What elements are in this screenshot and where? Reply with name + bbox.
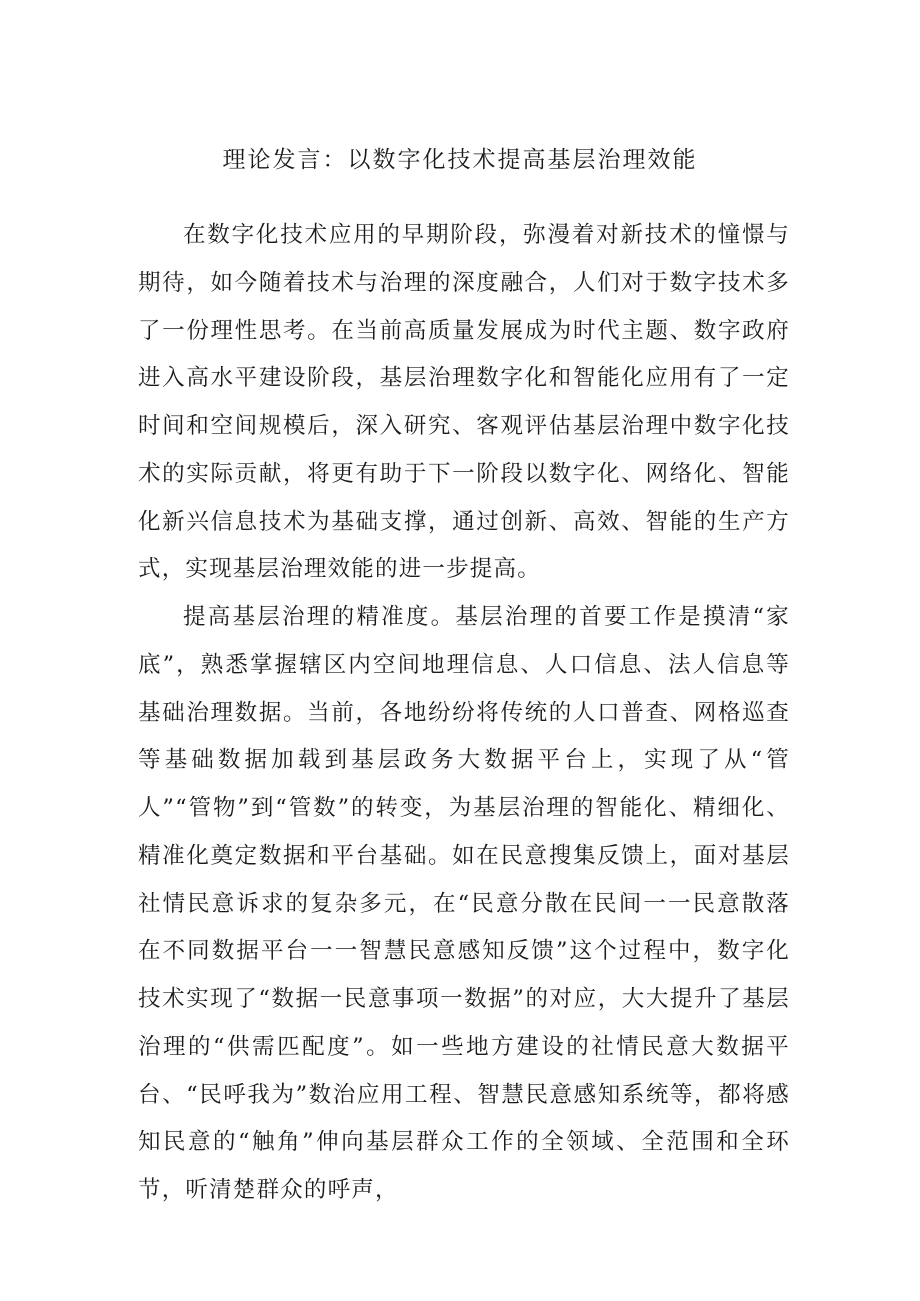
document-title: 理论发言：以数字化技术提高基层治理效能 [222,147,698,173]
paragraph-intro: 在数字化技术应用的早期阶段，弥漫着对新技术的憧憬与期待，如今随着技术与治理的深度融合，人们对于数字技术多了一份理性思考。在当前高质量发展成为时代主题、数字政府进入高水平建设阶段，基层治理数字化和智能化应用有了一定时间和空间规模后，深入研究、客观评估基层治理中数字化技术的实际贡献，将更有助于下一阶段以数字化、网络化、智能化新兴信息技术为基础支撑，通过创新、高效、智能的生产方式，实现基层治理效能的进一步提高。 [138,222,790,583]
document-body [138,212,790,1215]
paragraph-precision: 提高基层治理的精准度。基层治理的首要工作是摸清“家底”，熟悉掌握辖区内空间地理信息、人口信息、法人信息等基础治理数据。当前，各地纷纷将传统的人口普查、网格巡查等基础数据加载到基层政务大数据平台上，实现了从“管人”“管物”到“管数”的转变，为基层治理的智能化、精细化、精准化奠定数据和平台基础。如在民意搜集反馈上，面对基层社情民意诉求的复杂多元，在“民意分散在民间一一民意散落在不同数据平台一一智慧民意感知反馈”这个过程中，数字化技术实现了“数据一民意事项一数据”的对应，大大提升了基层治理的“供需匹配度”。如一些地方建设的社情民意大数据平台、“民呼我为”数治应用工程、智慧民意感知系统等，都将感知民意的“触角”伸向基层群众工作的全领域、全范围和全环节，听清楚群众的呼声， [138,604,790,1203]
